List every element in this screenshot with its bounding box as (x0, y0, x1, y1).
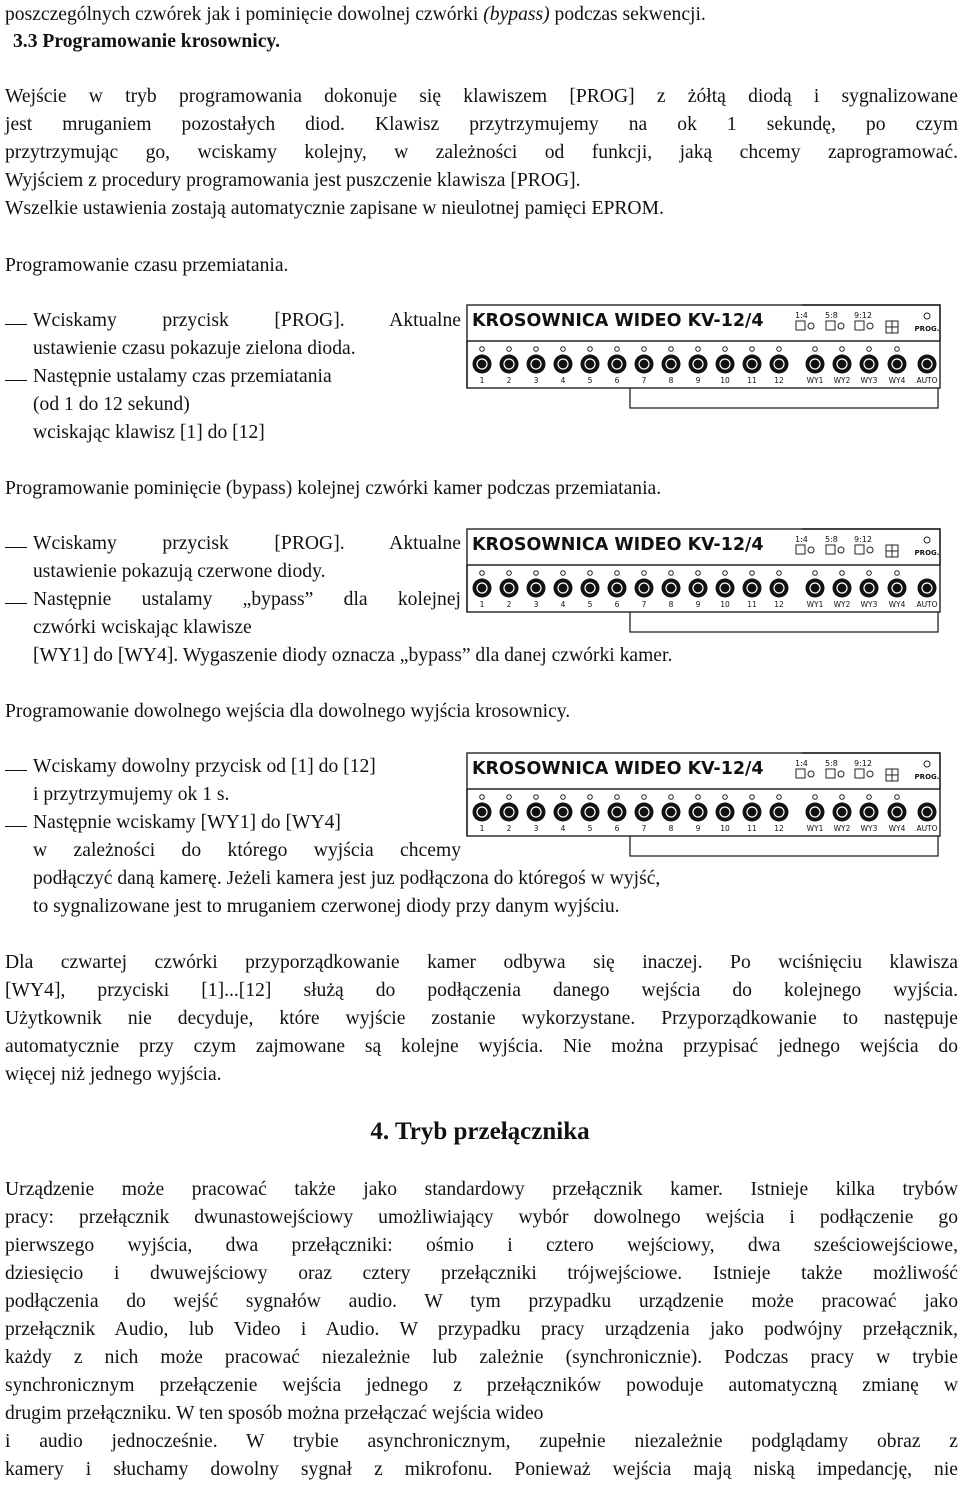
input-button (716, 355, 735, 374)
mode-indicator-square (855, 769, 864, 778)
section-3-3-title: 3.3 Programowanie krosownicy. (13, 31, 281, 52)
input-label: 10 (720, 600, 730, 609)
device-panel-illustration (466, 304, 944, 414)
input-label: 2 (506, 824, 512, 833)
output-led (813, 571, 818, 576)
input-button (581, 355, 600, 374)
para-line: więcej niż jednego wyjścia. (5, 1064, 222, 1085)
input-button (635, 803, 654, 822)
para-line: Urządzenie może pracować także jako standardowy przełącznik kamer. Istnieje kilka trybów (5, 1179, 958, 1200)
input-label: 12 (774, 824, 784, 833)
output-led (813, 347, 818, 352)
mode-led (808, 771, 814, 777)
input-led (534, 571, 539, 576)
output-led (840, 347, 845, 352)
para-line: automatycznie przy czym zajmowane są kolejne wyjścia. Nie można przypisać jednego wejścia do (5, 1036, 958, 1057)
mode-indicator-square (855, 545, 864, 554)
output-led (867, 795, 872, 800)
mode-label: 1:4 (795, 535, 808, 544)
input-led (561, 347, 566, 352)
mode-led (867, 547, 873, 553)
device-panel-illustration (466, 752, 944, 862)
prog-label: PROG. (914, 549, 940, 557)
input-led (723, 795, 728, 800)
mode-label: 9:12 (854, 759, 872, 768)
para-line: pierwszego wyjścia, dwa przełączniki: ośmio i cztero wejściowy, dwa sześciowejściowe, (5, 1235, 958, 1256)
panel-base (630, 836, 938, 856)
input-button (608, 803, 627, 822)
input-label: 7 (641, 824, 647, 833)
mode-indicator-square (855, 321, 864, 330)
auto-button (918, 579, 937, 598)
input-label: 1 (479, 376, 485, 385)
mode-led (838, 547, 844, 553)
panel-svg (466, 528, 944, 638)
input-button (716, 803, 735, 822)
input-button (635, 355, 654, 374)
input-button (473, 579, 492, 598)
input-button (662, 355, 681, 374)
input-led (480, 571, 485, 576)
mode-led (808, 323, 814, 329)
input-label: 10 (720, 376, 730, 385)
input-led (777, 795, 782, 800)
para-line: każdy z nich może pracować niezależnie lub zależnie (synchronicznie). Podczas pracy w trybie (5, 1347, 958, 1368)
output-label: WY1 (806, 824, 824, 833)
auto-label: AUTO (916, 376, 938, 385)
input-label: 6 (614, 376, 620, 385)
auto-button (918, 803, 937, 822)
input-led (723, 571, 728, 576)
input-label: 2 (506, 600, 512, 609)
input-led (696, 571, 701, 576)
input-label: 2 (506, 376, 512, 385)
prog-label: PROG. (914, 773, 940, 781)
input-led (507, 347, 512, 352)
list-dash (5, 603, 27, 604)
para-line: przełącznik Audio, lub Video i Audio. W przypadku pracy urządzenia jako podwójny przełącznik, (5, 1319, 958, 1340)
list-item-text: to sygnalizowane jest to mruganiem czerwonej diody przy danym wyjściu. (33, 896, 620, 917)
mode-label: 5:8 (825, 759, 838, 768)
input-button (689, 803, 708, 822)
list-item-text: Następnie ustalamy „bypass” dla kolejnej (33, 589, 461, 610)
input-button (662, 803, 681, 822)
input-led (777, 571, 782, 576)
list-item-text: w zależności do którego wyjścia chcemy (33, 840, 461, 861)
output-led (840, 571, 845, 576)
list-item-text: (od 1 do 12 sekund) (33, 394, 190, 415)
input-label: 10 (720, 824, 730, 833)
output-led (895, 795, 900, 800)
output-label: WY4 (888, 600, 906, 609)
list-item-text: Wciskamy przycisk [PROG]. Aktualne (33, 533, 461, 554)
list-dash (5, 380, 27, 381)
input-led (507, 571, 512, 576)
input-label: 3 (533, 824, 539, 833)
output-led (867, 347, 872, 352)
mode-label: 9:12 (854, 535, 872, 544)
mode-label: 5:8 (825, 535, 838, 544)
mode-label: 1:4 (795, 759, 808, 768)
auto-label: AUTO (916, 824, 938, 833)
output-button (806, 579, 825, 598)
input-button (689, 579, 708, 598)
input-led (669, 347, 674, 352)
input-led (615, 795, 620, 800)
para-line: drugim przełączniku. W ten sposób można przełączać wejścia wideo (5, 1403, 544, 1424)
input-button (500, 579, 519, 598)
panel-title: KROSOWNICA WIDEO KV-12/4 (472, 535, 764, 555)
input-label: 12 (774, 600, 784, 609)
prog-led (924, 313, 930, 319)
output-button (860, 579, 879, 598)
output-label: WY1 (806, 376, 824, 385)
auto-button (918, 355, 937, 374)
panel-title: KROSOWNICA WIDEO KV-12/4 (472, 759, 764, 779)
output-button (833, 803, 852, 822)
input-led (534, 347, 539, 352)
input-led (750, 571, 755, 576)
output-label: WY3 (860, 824, 878, 833)
intro-text-a: poszczególnych czwórek jak i pominięcie dowolnej czwórki (5, 4, 479, 25)
grid-icon-lines (886, 545, 898, 557)
output-label: WY2 (833, 376, 851, 385)
input-led (642, 795, 647, 800)
subheading-bypass: Programowanie pominięcie (bypass) kolejnej czwórki kamer podczas przemiatania. (5, 478, 662, 499)
mode-label: 5:8 (825, 311, 838, 320)
input-button (500, 803, 519, 822)
para-line: Dla czwartej czwórki przyporządkowanie kamer odbywa się inaczej. Po wciśnięciu klawisza (5, 952, 958, 973)
output-button (888, 579, 907, 598)
input-label: 11 (747, 376, 757, 385)
auto-label: AUTO (916, 600, 938, 609)
output-label: WY4 (888, 376, 906, 385)
input-label: 4 (560, 376, 566, 385)
output-led (840, 795, 845, 800)
input-label: 5 (587, 600, 593, 609)
input-led (615, 571, 620, 576)
para-line: Wszelkie ustawienia zostają automatycznie zapisane w nieulotnej pamięci EPROM. (5, 198, 664, 219)
output-label: WY1 (806, 600, 824, 609)
list-item-text: Następnie wciskamy [WY1] do [WY4] (33, 812, 341, 833)
mode-indicator-square (796, 769, 805, 778)
list-item-text: Wciskamy przycisk [PROG]. Aktualne (33, 310, 461, 331)
panel-svg (466, 304, 944, 414)
input-led (696, 795, 701, 800)
input-led (480, 347, 485, 352)
mode-led (808, 547, 814, 553)
list-dash (5, 826, 27, 827)
subheading-routing: Programowanie dowolnego wejścia dla dowolnego wyjścia krosownicy. (5, 701, 571, 722)
prog-led (924, 761, 930, 767)
input-led (696, 347, 701, 352)
input-button (527, 355, 546, 374)
input-led (750, 795, 755, 800)
input-label: 7 (641, 376, 647, 385)
para-line: jest mruganiem pozostałych diod. Klawisz przytrzymujemy na ok 1 sekundę, po czym (5, 114, 958, 135)
grid-icon-lines (886, 321, 898, 333)
para-line: pracy: przełącznik dwunastowejściowy umożliwiający wybór dowolnego wejścia i podłączenie go (5, 1207, 958, 1228)
output-button (860, 803, 879, 822)
input-label: 12 (774, 376, 784, 385)
input-button (608, 579, 627, 598)
input-led (750, 347, 755, 352)
list-item-text: Wciskamy dowolny przycisk od [1] do [12] (33, 756, 376, 777)
mode-led (867, 323, 873, 329)
input-label: 3 (533, 600, 539, 609)
input-label: 9 (695, 600, 701, 609)
mode-led (838, 323, 844, 329)
list-item-text: ustawienie pokazują czerwone diody. (33, 561, 326, 582)
input-button (500, 355, 519, 374)
para-line: Wejście w tryb programowania dokonuje się klawiszem [PROG] z żółtą diodą i sygnalizowane (5, 86, 958, 107)
mode-indicator-square (796, 545, 805, 554)
input-button (635, 579, 654, 598)
section-4-title: 4. Tryb przełącznika (370, 1118, 590, 1145)
input-led (534, 795, 539, 800)
para-line: podłączenia do wejść sygnałów audio. W tym przypadku urządzenie może pracować jako (5, 1291, 958, 1312)
input-button (527, 803, 546, 822)
output-button (833, 579, 852, 598)
mode-indicator-square (826, 769, 835, 778)
input-button (770, 355, 789, 374)
input-led (561, 795, 566, 800)
input-led (642, 347, 647, 352)
para-line: dziesięcio i dwuwejściowy oraz cztery przełączniki trójwejściowe. Istnieje także możliwość (5, 1263, 958, 1284)
input-button (662, 579, 681, 598)
panel-base (630, 388, 938, 408)
list-item-text: wciskając klawisz [1] do [12] (33, 422, 265, 443)
mode-indicator-square (826, 321, 835, 330)
input-button (473, 803, 492, 822)
input-label: 9 (695, 824, 701, 833)
input-button (581, 803, 600, 822)
input-button (716, 579, 735, 598)
mode-led (867, 771, 873, 777)
intro-line (5, 2, 706, 28)
para-line: [WY4], przyciski [1]...[12] służą do podłączenia danego wejścia do kolejnego wyjścia. (5, 980, 958, 1001)
output-button (806, 803, 825, 822)
input-button (770, 579, 789, 598)
output-led (895, 347, 900, 352)
input-led (615, 347, 620, 352)
input-button (770, 803, 789, 822)
input-led (507, 795, 512, 800)
mode-indicator-square (796, 321, 805, 330)
list-dash (5, 547, 27, 548)
input-label: 4 (560, 824, 566, 833)
para-line: przytrzymując go, wciskamy kolejny, w zależności od funkcji, jaką chcemy zaprogramować. (5, 142, 958, 163)
input-button (743, 579, 762, 598)
output-button (806, 355, 825, 374)
input-label: 1 (479, 824, 485, 833)
input-button (554, 355, 573, 374)
input-led (669, 795, 674, 800)
input-label: 4 (560, 600, 566, 609)
output-label: WY2 (833, 600, 851, 609)
mode-label: 9:12 (854, 311, 872, 320)
input-label: 3 (533, 376, 539, 385)
input-button (473, 355, 492, 374)
input-button (743, 803, 762, 822)
input-led (480, 795, 485, 800)
mode-indicator-square (826, 545, 835, 554)
list-dash (5, 770, 27, 771)
prog-label: PROG. (914, 325, 940, 333)
input-led (642, 571, 647, 576)
output-label: WY4 (888, 824, 906, 833)
grid-icon-lines (886, 769, 898, 781)
input-label: 8 (668, 600, 674, 609)
output-button (860, 355, 879, 374)
list-item-text: [WY1] do [WY4]. Wygaszenie diody oznacza „bypass” dla danej czwórki kamer. (33, 645, 673, 666)
output-led (813, 795, 818, 800)
para-line: synchronicznym przełączenie wejścia jednego z przełączników powoduje automatyczną zmianę w (5, 1375, 958, 1396)
input-led (588, 347, 593, 352)
input-label: 6 (614, 600, 620, 609)
output-button (833, 355, 852, 374)
input-button (554, 579, 573, 598)
output-label: WY3 (860, 376, 878, 385)
para-line: kamery i słuchamy dowolny sygnał z mikrofonu. Ponieważ wejścia mają niską impedancję, nie (5, 1459, 958, 1480)
output-label: WY2 (833, 824, 851, 833)
mode-led (838, 771, 844, 777)
input-button (527, 579, 546, 598)
input-label: 11 (747, 824, 757, 833)
input-label: 5 (587, 376, 593, 385)
input-button (554, 803, 573, 822)
list-item-text: podłączyć daną kamerę. Jeżeli kamera jest juz podłączona do któregoś w wyjść, (33, 868, 661, 889)
intro-text-c: podczas sekwencji. (554, 4, 706, 25)
input-label: 8 (668, 376, 674, 385)
panel-title: KROSOWNICA WIDEO KV-12/4 (472, 311, 764, 331)
output-label: WY3 (860, 600, 878, 609)
input-led (723, 347, 728, 352)
input-button (608, 355, 627, 374)
input-led (588, 571, 593, 576)
input-led (561, 571, 566, 576)
input-button (743, 355, 762, 374)
list-dash (5, 324, 27, 325)
input-led (669, 571, 674, 576)
para-line: i audio jednocześnie. W trybie asynchronicznym, zupełnie niezależnie podglądamy obraz z (5, 1431, 958, 1452)
list-item-text: ustawienie czasu pokazuje zielona dioda. (33, 338, 356, 359)
subheading-time: Programowanie czasu przemiatania. (5, 255, 289, 276)
para-line: Użytkownik nie decyduje, które wyjście zostanie wykorzystane. Przyporządkowanie to następuje (5, 1008, 958, 1029)
list-item-text: i przytrzymujemy ok 1 s. (33, 784, 230, 805)
output-button (888, 803, 907, 822)
input-button (581, 579, 600, 598)
input-label: 8 (668, 824, 674, 833)
input-button (689, 355, 708, 374)
device-panel-illustration (466, 528, 944, 638)
output-led (895, 571, 900, 576)
list-item-text: Następnie ustalamy czas przemiatania (33, 366, 332, 387)
input-label: 9 (695, 376, 701, 385)
input-label: 1 (479, 600, 485, 609)
input-label: 11 (747, 600, 757, 609)
panel-svg (466, 752, 944, 862)
intro-text-bypass: (bypass) (483, 4, 550, 25)
input-label: 7 (641, 600, 647, 609)
mode-label: 1:4 (795, 311, 808, 320)
input-led (588, 795, 593, 800)
list-item-text: czwórki wciskając klawisze (33, 617, 252, 638)
prog-led (924, 537, 930, 543)
input-label: 6 (614, 824, 620, 833)
input-led (777, 347, 782, 352)
output-led (867, 571, 872, 576)
para-line: Wyjściem z procedury programowania jest puszczenie klawisza [PROG]. (5, 170, 581, 191)
panel-base (630, 612, 938, 632)
output-button (888, 355, 907, 374)
input-label: 5 (587, 824, 593, 833)
